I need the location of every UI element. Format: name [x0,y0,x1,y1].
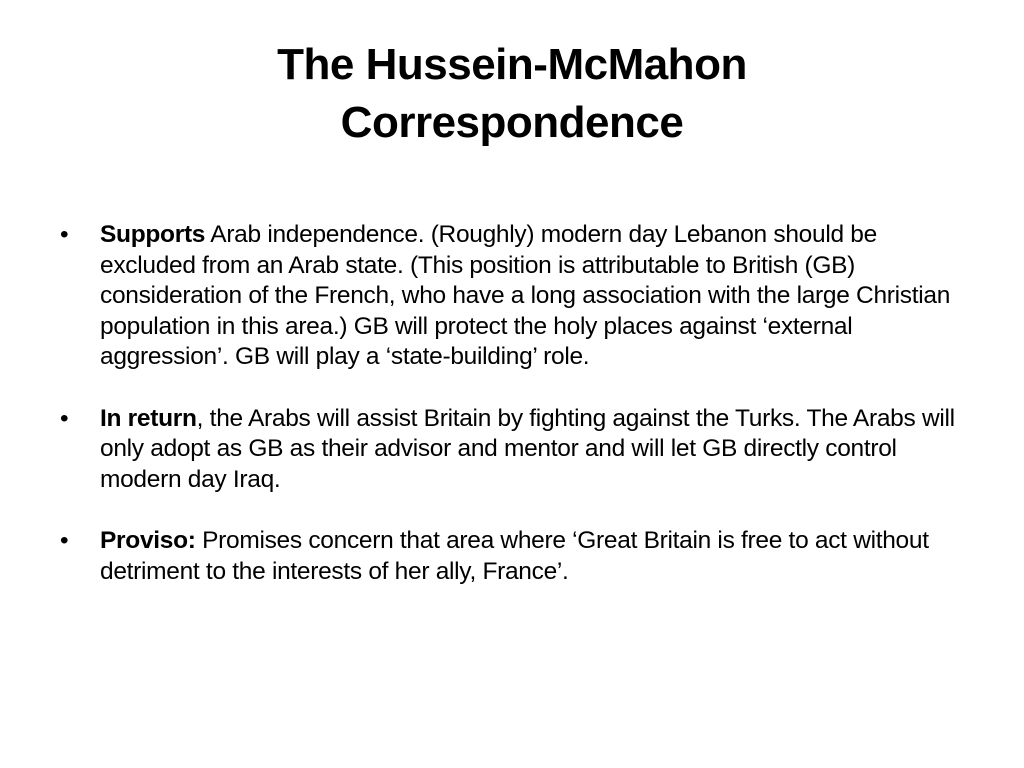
bullet-text-supports: Arab independence. (Roughly) modern day Lebanon should be excluded from an Arab state. (This position is attributable to British (GB) consideration of the French, who have a long association with the large Christian population in this area.) GB will protect the holy places against ‘external aggression’. GB will play a ‘state-building’ role. [100,221,951,370]
bullet-dot-icon: • [60,404,69,432]
bullet-lead-in-return: In return [100,404,197,432]
bullet-in-return [58,404,978,496]
bullet-proviso [58,526,978,587]
title-line-1: The Hussein-McMahon [277,40,747,89]
slide-title [60,36,964,152]
bullet-text-in-return: , the Arabs will assist Britain by fighting against the Turks. The Arabs will only adopt as GB as their advisor and mentor and will let GB directly control modern day Iraq. [100,404,955,493]
bullet-text-proviso: Promises concern that area where ‘Great Britain is free to act without detriment to the interests of her ally, France’. [100,527,929,585]
bullet-lead-supports: Supports [100,221,206,248]
bullet-dot-icon: • [60,527,69,554]
bullet-list [58,220,978,618]
bullet-supports [58,220,978,373]
bullet-dot-icon: • [60,221,69,248]
title-line-2: Correspondence [340,98,684,147]
bullet-lead-proviso: Proviso: [100,527,196,554]
